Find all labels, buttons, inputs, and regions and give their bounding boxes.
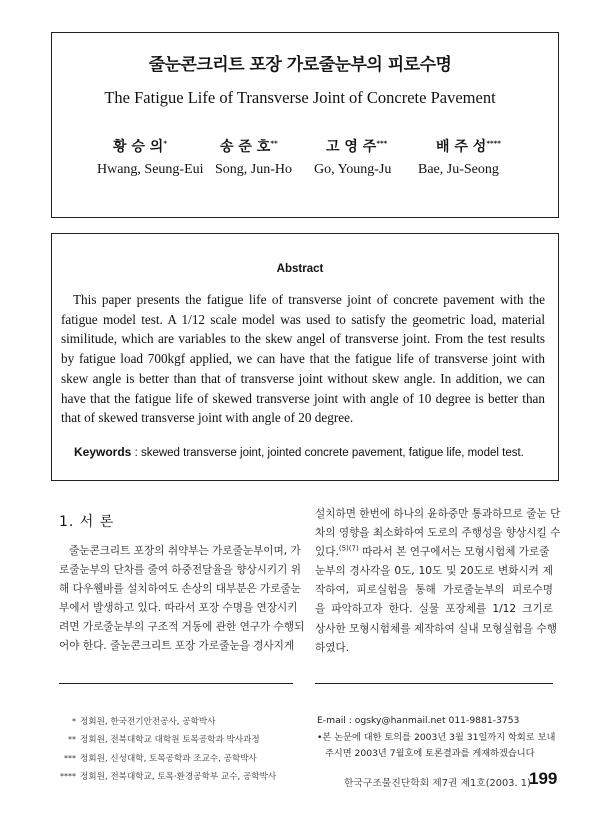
discussion-note-2: 주시면 2003년 7월호에 토론결과를 게재하겠습니다 <box>325 748 535 760</box>
contact-notes <box>317 713 557 763</box>
body-line: 로줄눈부의 단차를 줄여 하중전달율을 향상시키기 위 <box>59 564 301 577</box>
body-line: 눈부의 경사각을 0도, 10도 및 20도로 변화시켜 제 <box>315 565 553 578</box>
body-right-column <box>315 505 561 658</box>
citation: (5)(7) <box>338 544 359 553</box>
author-korean-1: 황 승 의* <box>113 139 167 155</box>
abstract-line: by fatigue load 700kgf applied, we can have that the fatigue life of transverse joint with <box>61 351 545 367</box>
abstract-line: fatigue model test. A 1/12 scale model was used to satisfy the geometric load, material <box>61 311 545 327</box>
page-number: 199 <box>529 769 558 788</box>
discussion-note-1: •본 논문에 대한 토의를 2003년 3월 31일까지 학회로 보내 <box>317 731 556 743</box>
abstract-line: have that the fatigue life of skewed transverse joint with angle of 10 degree is better than <box>61 390 545 406</box>
body-line: 을 파악하고자 한다. 실물 포장체를 1/12 크기로 <box>315 603 553 616</box>
body-line: 작하여, 피로실험을 통해 가로줄눈부의 피로수명 <box>315 584 553 597</box>
footnote-divider-right <box>315 683 553 684</box>
body-line: 설치하면 한번에 하나의 윤하중만 통과하므로 줄눈 단 <box>315 508 561 520</box>
author-korean-3: 고 영 주*** <box>326 139 388 155</box>
korean-title: 줄눈콘크리트 포장 가로줄눈부의 피로수명 <box>148 55 452 75</box>
abstract-line: similitude, which are variables to the skew angel of transverse joint. From the test results <box>61 331 545 347</box>
footnote: ** 정회원, 전북대학교 대학원 토목공학과 박사과정 <box>68 735 260 746</box>
body-line: 해 다우웰바를 설치하여도 손상의 대부분은 가로줄눈 <box>59 583 301 596</box>
author-english-2: Song, Jun-Ho <box>215 162 293 177</box>
author-footnotes <box>56 713 296 786</box>
footnote: **** 정회원, 전북대학교, 토목·환경공학부 교수, 공학박사 <box>60 771 277 782</box>
author-english-1: Hwang, Seung-Eui <box>97 162 204 177</box>
body-line: 하였다. <box>315 641 350 654</box>
contact-email: E-mail : ogsky@hanmail.net 011-9881-3753 <box>317 715 520 726</box>
authors-english <box>0 162 600 180</box>
footnote-divider-left <box>59 683 293 684</box>
keywords-label: Keywords <box>74 445 132 459</box>
authors-korean <box>0 136 600 154</box>
author-english-3: Go, Young-Ju <box>314 162 392 177</box>
abstract-body <box>61 290 545 428</box>
body-line-with-citation: 있다.$^{(5)(7)}$ 따라서 본 연구에서는 모형시험체 가로줄 <box>315 544 550 559</box>
english-title: The Fatigue Life of Transverse Joint of Concrete Pavement <box>104 88 496 107</box>
body-line: 려면 가로줄눈부의 구조적 거동에 관한 연구가 수행되 <box>59 621 305 634</box>
section-heading: 1. 서 론 <box>59 514 115 530</box>
body-line: 차의 영향을 최소화하여 도로의 주행성을 향상시킬 수 <box>315 527 561 540</box>
abstract-line: skew angle is better than that of transverse joint without skew angle. In addition, we can <box>61 370 545 386</box>
author-korean-2: 송 준 호** <box>220 139 278 155</box>
abstract-line: This paper presents the fatigue life of transverse joint of concrete pavement with the <box>73 292 545 307</box>
footnote: *** 정회원, 신성대학, 토목공학과 조교수, 공학박사 <box>64 753 257 764</box>
body-line: 부에서 발생하고 있다. 따라서 포장 수명을 연장시키 <box>59 602 298 615</box>
abstract-line: that of skewed transverse joint with angle of 20 degree. <box>61 410 354 426</box>
keywords <box>74 445 544 459</box>
author-english-4: Bae, Ju-Seong <box>418 162 499 177</box>
author-korean-4: 배 주 성**** <box>436 139 501 155</box>
body-line: 줄눈콘크리트 포장의 취약부는 가로줄눈부이며, 가 <box>69 545 301 557</box>
keywords-text: : skewed transverse joint, jointed concrete pavement, fatigue life, model test. <box>134 447 524 459</box>
body-line: 상사한 모형시험체를 제작하여 실내 모형실험을 수행 <box>315 622 557 635</box>
body-left-column <box>59 542 305 657</box>
footnote: * 정회원, 한국전기안전공사, 공학박사 <box>72 717 216 727</box>
journal-footer: 한국구조물진단학회 제7권 제1호(2003. 1) <box>344 778 531 789</box>
body-line: 어야 한다. 줄눈콘크리트 포장 가로줄눈을 경사지게 <box>59 640 295 653</box>
abstract-heading: Abstract <box>276 263 324 275</box>
